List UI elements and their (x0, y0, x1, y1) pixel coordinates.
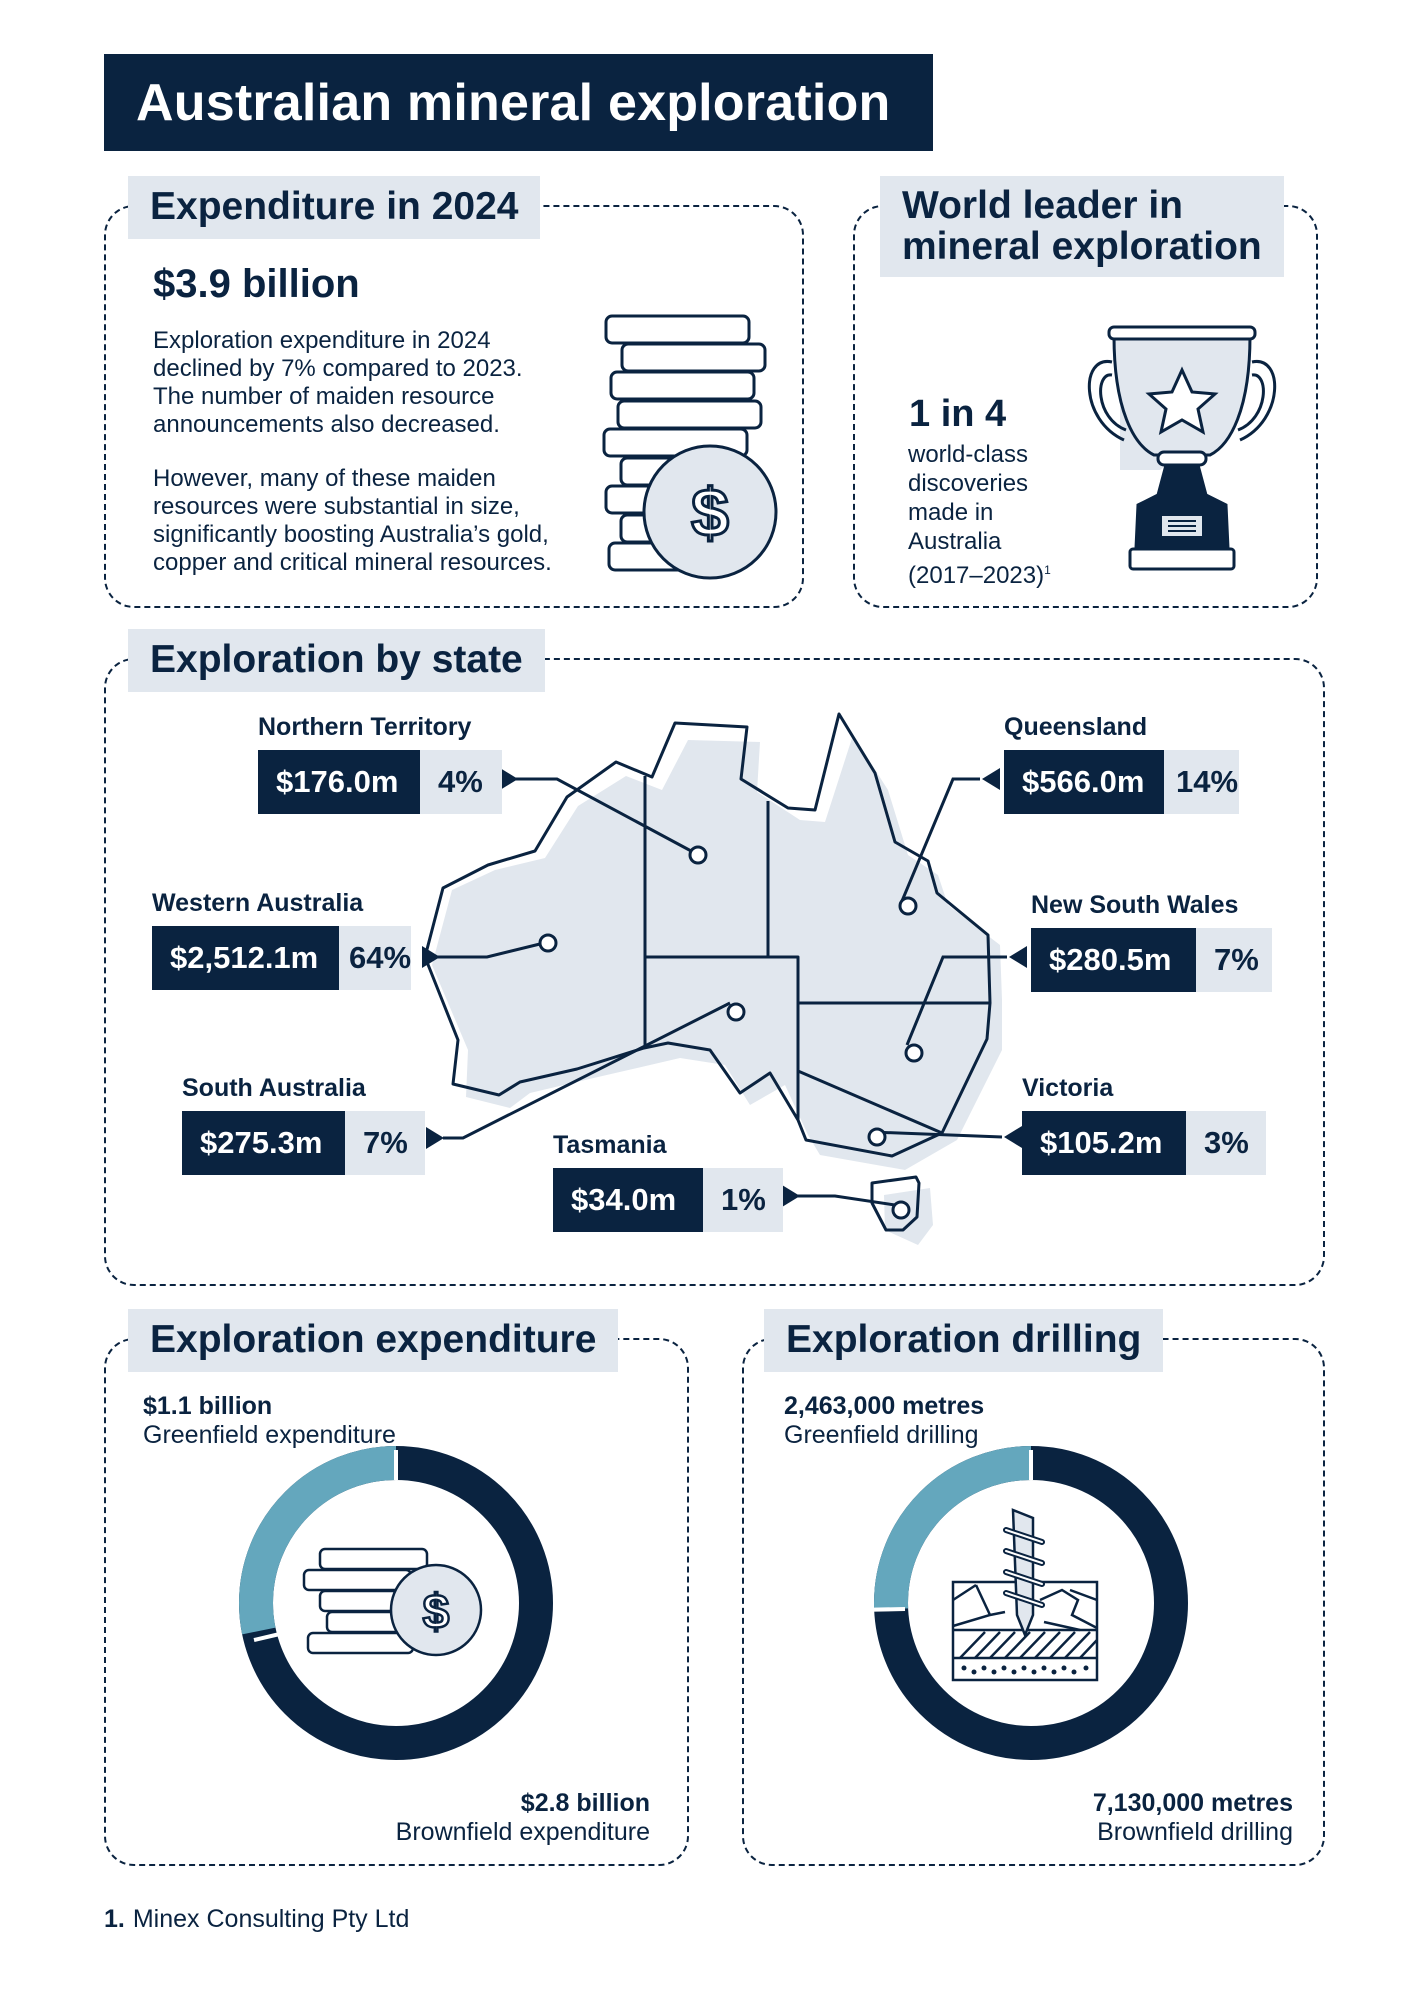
greenfield-drilling-stat: 2,463,000 metres Greenfield drilling (784, 1392, 985, 1449)
footnote-ref: 1 (1044, 563, 1051, 577)
state-percent: 64% (339, 926, 411, 990)
svg-text:$: $ (422, 1586, 450, 1639)
page-title: Australian mineral exploration (104, 54, 933, 151)
footnote (104, 1905, 409, 1934)
state-value: $2,512.1m (152, 926, 339, 990)
footnote-text: Minex Consulting Pty Ltd (132, 1905, 410, 1933)
state-value: $176.0m (258, 750, 420, 814)
state-percent: 1% (703, 1168, 783, 1232)
state-value: $34.0m (553, 1168, 703, 1232)
state-name: Victoria (1022, 1074, 1114, 1102)
state-name: Northern Territory (258, 713, 472, 741)
world-leader-stat: 1 in 4 (909, 393, 1007, 435)
state-name: South Australia (182, 1074, 366, 1102)
expenditure-2024-paragraph-2: However, many of these maiden resources were substantial in size, significantly boosting Australia’s gold, copper and critical mineral resources. (153, 465, 552, 576)
state-percent: 4% (420, 750, 502, 814)
state-name: Queensland (1004, 713, 1148, 741)
brownfield-expenditure-stat: $2.8 billion Brownfield expenditure (395, 1789, 650, 1846)
state-percent: 7% (345, 1111, 425, 1175)
expenditure-2024-paragraph-1: Exploration expenditure in 2024 declined by 7% compared to 2023. The number of maiden resource announcements also decreased. (153, 327, 523, 438)
state-name: Western Australia (152, 889, 364, 917)
world-leader-description: world-class discoveries made in Australia (2017–2023)$^1$ (908, 441, 1051, 589)
exploration-by-state-heading: Exploration by state (128, 629, 545, 692)
footnote-number: 1. (104, 1905, 125, 1933)
exploration-expenditure-heading: Exploration expenditure (128, 1309, 618, 1372)
expenditure-2024-amount: $3.9 billion (153, 262, 360, 306)
state-value: $275.3m (182, 1111, 345, 1175)
state-percent: 3% (1186, 1111, 1266, 1175)
state-value: $566.0m (1004, 750, 1164, 814)
state-percent: 14% (1164, 750, 1239, 814)
expenditure-2024-heading: Expenditure in 2024 (128, 176, 540, 239)
svg-text:$: $ (691, 475, 729, 551)
greenfield-expenditure-stat: $1.1 billion Greenfield expenditure (143, 1392, 396, 1449)
world-leader-heading: World leader in mineral exploration (880, 176, 1284, 277)
state-name: Tasmania (553, 1131, 667, 1159)
state-value: $280.5m (1031, 928, 1196, 992)
state-percent: 7% (1196, 928, 1272, 992)
state-value: $105.2m (1022, 1111, 1186, 1175)
state-name: New South Wales (1031, 891, 1239, 919)
exploration-drilling-heading: Exploration drilling (764, 1309, 1163, 1372)
brownfield-drilling-stat: 7,130,000 metres Brownfield drilling (1092, 1789, 1293, 1846)
